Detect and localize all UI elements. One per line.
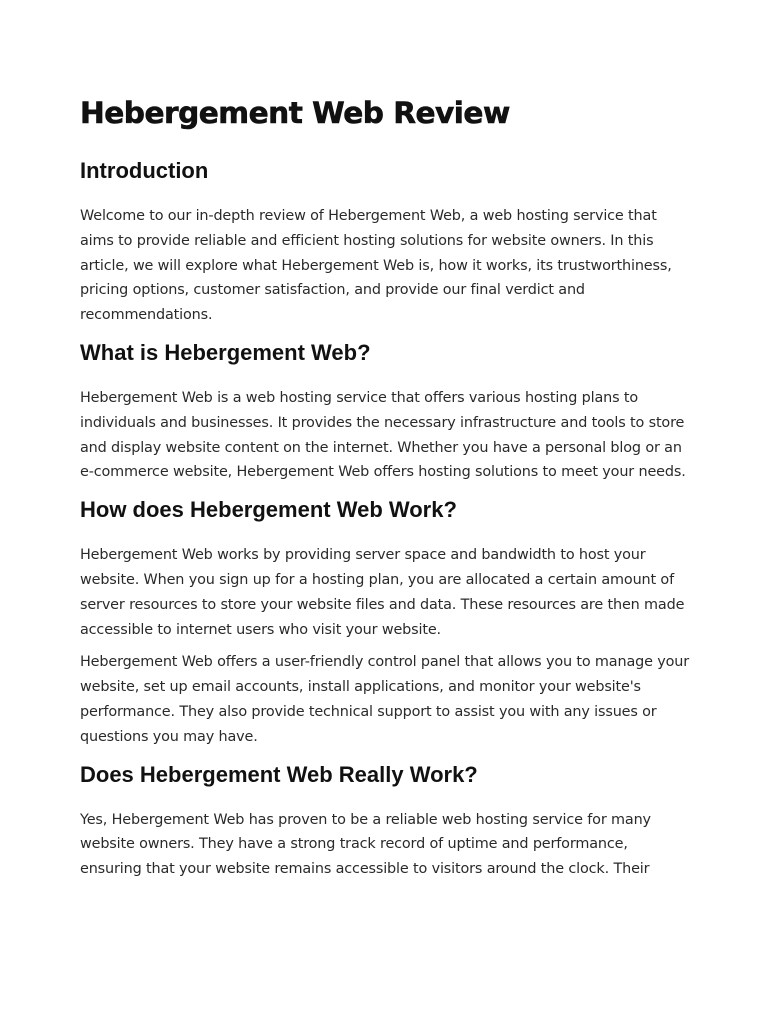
section-paragraph: Yes, Hebergement Web has proven to be a reliable web hosting service for many website owners. They have a strong track record of uptime and performance, ensuring that your website remains accessible to visitors around the clock. Their (80, 811, 651, 878)
section-paragraph: Hebergement Web offers a user-friendly control panel that allows you to manage your website, set up email accounts, install applications, and monitor your website's performance. They also provide technical support to assist you with any issues or questions you may have. (80, 654, 689, 745)
section-paragraph: Hebergement Web is a web hosting service that offers various hosting plans to individuals and businesses. It provides the necessary infrastructure and tools to store and display website content on the internet. Whether you have a personal blog or an e-commerce website, Hebergement Web offers hosting solutions to meet your needs. (80, 389, 686, 481)
article-title: Hebergement Web Review (80, 96, 510, 130)
section-does-it-work (80, 760, 690, 882)
section-what-is (80, 338, 690, 485)
section-how-it-works (80, 495, 690, 749)
section-paragraph: Welcome to our in-depth review of Hebergement Web, a web hosting service that aims to provide reliable and efficient hosting solutions for website owners. In this article, we will explore what Hebergement Web is, how it works, its trustworthiness, pricing options, customer satisfaction, and provide our final verdict and recommendations. (80, 208, 672, 324)
section-introduction (80, 156, 690, 328)
section-heading: What is Hebergement Web? (80, 339, 371, 365)
article (80, 92, 690, 892)
section-paragraph: Hebergement Web works by providing server space and bandwidth to host your website. When you sign up for a hosting plan, you are allocated a certain amount of server resources to store your website files and data. These resources are then made accessible to internet users who visit your website. (80, 547, 685, 638)
section-heading: Does Hebergement Web Really Work? (80, 761, 478, 787)
section-heading: How does Hebergement Web Work? (80, 497, 457, 523)
section-heading: Introduction (80, 158, 209, 183)
